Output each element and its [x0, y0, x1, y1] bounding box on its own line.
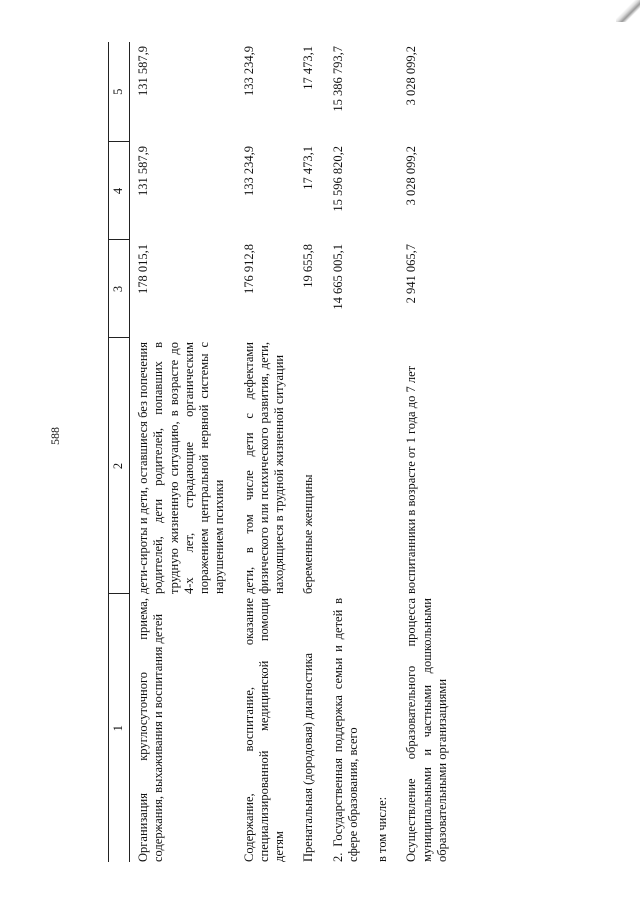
cell-value-5: 17 473,1 — [301, 46, 316, 90]
cell-value-4: 17 473,1 — [301, 146, 316, 190]
page-number: 588 — [48, 427, 62, 445]
header-col-1: 1 — [109, 594, 130, 862]
table-row — [369, 42, 398, 862]
cell-recipients — [369, 338, 398, 594]
table-row — [130, 42, 236, 862]
cell-value-5 — [369, 42, 398, 142]
header-col-4: 4 — [109, 142, 130, 240]
cell-value-4: 131 587,9 — [136, 146, 150, 196]
cell-value-3: 176 912,8 — [241, 244, 256, 294]
cell-recipients: беременные женщины — [301, 474, 316, 594]
cell-activity: Осуществление образовательного процесса муниципальными и частными дошкольными образовательными организациями — [404, 598, 449, 862]
cell-activity: Пренатальная (дородовая) диагностика — [301, 652, 316, 862]
cell-recipients: дети, в том числе дети с дефектами физического или психического развития, дети, находящиеся в трудной жизненной ситуации — [241, 342, 286, 594]
cell-value-4: 15 596 820,2 — [330, 146, 345, 212]
cell-recipients: дети-сироты и дети, оставшиеся без попечения родителей, дети родителей, попавших в трудную жизненную ситуацию, в возрасте до 4-х лет, страдающие органическим поражением центральной нервной системы с нарушением психики — [136, 342, 227, 594]
header-row — [109, 42, 130, 862]
cell-value-3: 2 941 065,7 — [404, 244, 419, 304]
cell-value-4: 3 028 099,2 — [404, 146, 419, 206]
cell-recipients — [325, 338, 370, 594]
budget-table — [108, 42, 458, 862]
scan-corner-mark — [616, 0, 640, 22]
cell-value-3: 14 665 005,1 — [330, 244, 345, 310]
cell-activity: Организация круглосуточного приема, содержания, выхаживания и воспитания детей — [136, 598, 166, 862]
cell-value-3: 19 655,8 — [301, 244, 316, 288]
cell-value-5: 133 234,9 — [241, 46, 256, 96]
table-row — [398, 42, 458, 862]
cell-value-3: 178 015,1 — [136, 244, 150, 294]
table-row — [295, 42, 324, 862]
header-col-2: 2 — [109, 338, 130, 594]
cell-value-3 — [369, 240, 398, 338]
cell-value-5: 3 028 099,2 — [404, 46, 419, 106]
cell-recipients: воспитанники в возрасте от 1 года до 7 лет — [404, 365, 419, 594]
cell-activity: в том числе: — [375, 796, 389, 862]
cell-value-5: 15 386 793,7 — [330, 46, 345, 112]
table-row — [325, 42, 370, 862]
header-col-5: 5 — [109, 42, 130, 142]
cell-value-4: 133 234,9 — [241, 146, 256, 196]
cell-value-4 — [369, 142, 398, 240]
rotated-table-area — [108, 42, 618, 862]
cell-value-5: 131 587,9 — [136, 46, 150, 96]
cell-activity: Содержание, воспитание, оказание специализированной медицинской помощи детям — [241, 598, 286, 862]
cell-activity: 2. Государственная поддержка семьи и детей в сфере образования, всего — [330, 598, 360, 862]
header-col-3: 3 — [109, 240, 130, 338]
table-row — [236, 42, 296, 862]
